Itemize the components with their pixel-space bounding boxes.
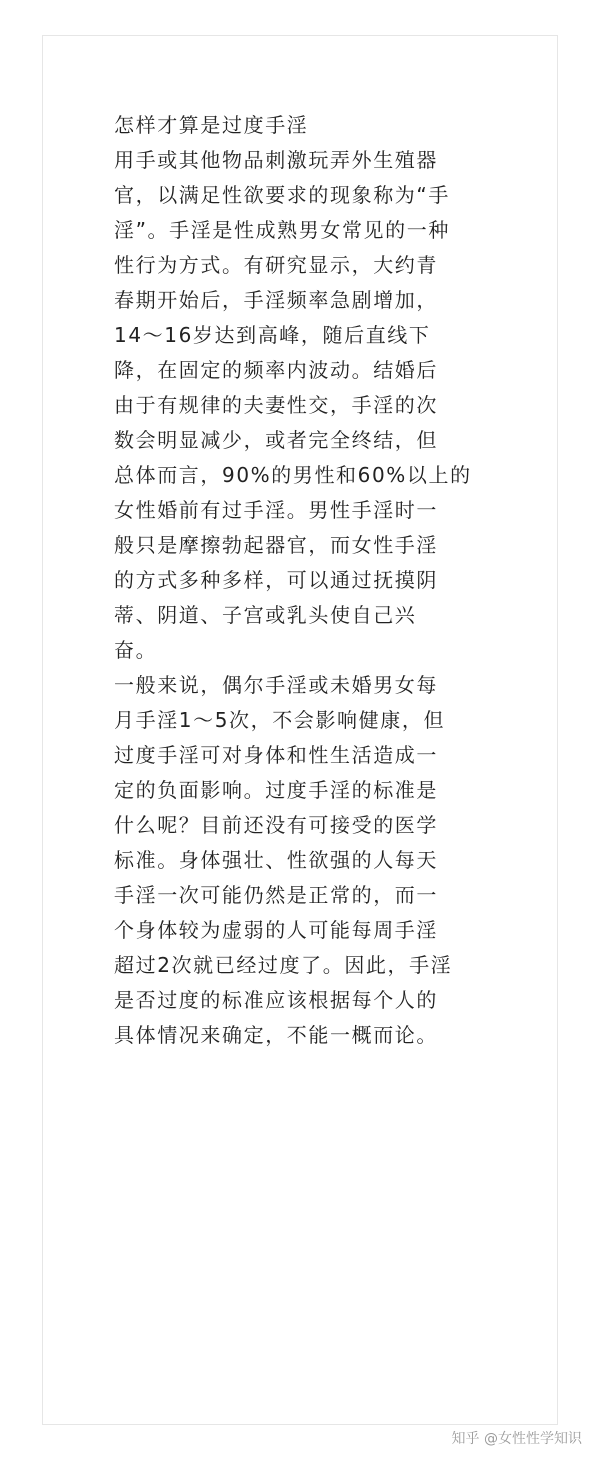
text-line: 一般来说，偶尔手淫或未婚男女每 (114, 673, 438, 697)
text-line: 春期开始后，手淫频率急剧增加， (114, 288, 438, 312)
text-line: 数会明显减少，或者完全终结，但 (114, 428, 438, 452)
text-line: 月手淫1～5次，不会影响健康，但 (114, 708, 446, 732)
text-line: 降，在固定的频率内波动。结婚后 (114, 358, 438, 382)
text-line: 过度手淫可对身体和性生活造成一 (114, 743, 438, 767)
text-line: 淫”。手淫是性成熟男女常见的一种 (114, 218, 450, 242)
text-line: 女性婚前有过手淫。男性手淫时一 (114, 498, 438, 522)
text-line: 奋。 (114, 638, 158, 662)
text-line: 手淫一次可能仍然是正常的，而一 (114, 883, 438, 907)
text-line: 官，以满足性欲要求的现象称为“手 (114, 183, 450, 207)
text-line: 性行为方式。有研究显示，大约青 (114, 253, 438, 277)
text-line: 超过2次就已经过度了。因此，手淫 (114, 953, 453, 977)
text-line: 是否过度的标准应该根据每个人的 (114, 988, 438, 1012)
text-line: 蒂、阴道、子宫或乳头使自己兴 (114, 603, 417, 627)
article-title: 怎样才算是过度手淫 (114, 113, 309, 137)
text-line: 总体而言，90%的男性和60%以上的 (114, 463, 472, 487)
paragraph-1 (114, 143, 494, 668)
text-line: 什么呢？目前还没有可接受的医学 (114, 813, 438, 837)
text-line: 由于有规律的夫妻性交，手淫的次 (114, 393, 438, 417)
text-line: 的方式多种多样，可以通过抚摸阴 (114, 568, 438, 592)
text-line: 个身体较为虚弱的人可能每周手淫 (114, 918, 438, 942)
text-line: 定的负面影响。过度手淫的标准是 (114, 778, 438, 802)
article-body (114, 108, 494, 1053)
source-watermark: 知乎 @女性性学知识 (451, 1431, 582, 1447)
text-line: 具体情况来确定，不能一概而论。 (114, 1023, 438, 1047)
paragraph-2 (114, 668, 494, 1053)
text-line: 14～16岁达到高峰，随后直线下 (114, 323, 431, 347)
text-line: 标准。身体强壮、性欲强的人每天 (114, 848, 438, 872)
text-line: 用手或其他物品刺激玩弄外生殖器 (114, 148, 438, 172)
text-line: 般只是摩擦勃起器官，而女性手淫 (114, 533, 438, 557)
